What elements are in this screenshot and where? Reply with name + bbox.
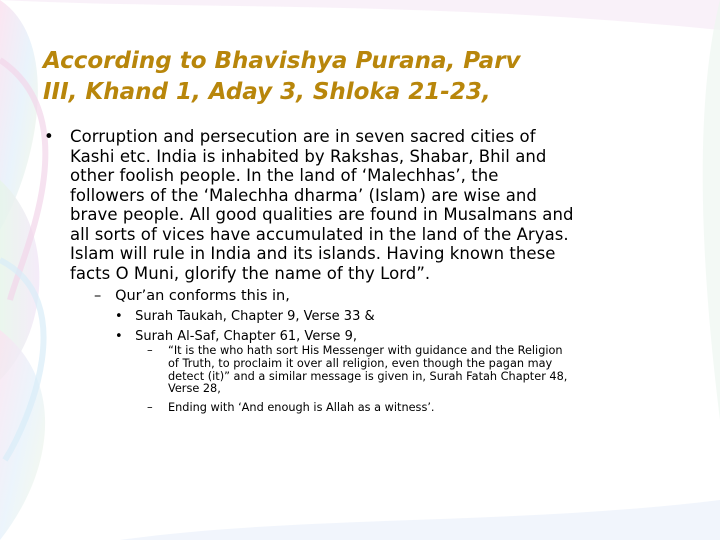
surah-list <box>115 307 375 347</box>
text-line: all sorts of vices have accumulated in the land of the Aryas. <box>70 224 569 244</box>
sub-bullet <box>94 287 290 305</box>
dash-marker: – <box>147 401 153 415</box>
bullet-marker: • <box>44 127 54 146</box>
bullet-marker: • <box>115 309 123 324</box>
title-line: According to Bhavishya Purana, Parv <box>43 48 521 74</box>
quote-line: of Truth, to proclaim it over all religion, even though the pagan may <box>168 356 553 370</box>
dash-marker: – <box>147 344 153 357</box>
text-line: other foolish people. In the land of ‘Malechhas’, the <box>70 166 499 185</box>
text-line: Corruption and persecution are in seven sacred cities of <box>70 127 536 146</box>
quote-list <box>147 345 567 415</box>
text-line: Kashi etc. India is inhabited by Rakshas, Shabar, Bhil and <box>70 146 547 166</box>
quote-line: detect (it)” and a similar message is given in, Surah Fatah Chapter 48, <box>168 369 568 383</box>
surah-text: Surah Taukah, Chapter 9, Verse 33 & <box>135 309 375 324</box>
main-bullet-text <box>70 127 694 283</box>
quote-line: Verse 28, <box>168 382 221 396</box>
text-line: facts O Muni, glorify the name of thy Lord”. <box>70 263 431 283</box>
text-line: followers of the ‘Malechha dharma’ (Islam) are wise and <box>70 185 537 205</box>
bullet-marker: • <box>115 329 123 344</box>
dash-marker: – <box>94 288 102 304</box>
list-item <box>115 307 375 327</box>
list-item <box>147 402 567 415</box>
main-bullet <box>44 127 694 283</box>
slide-title <box>43 46 683 108</box>
surah-text: Surah Al-Saf, Chapter 61, Verse 9, <box>135 329 357 344</box>
text-line: Islam will rule in India and its islands. Having known these <box>70 244 556 263</box>
quote-line: “It is the who hath sort His Messenger with guidance and the Religion <box>168 344 563 357</box>
title-line: III, Khand 1, Aday 3, Shloka 21-23, <box>43 79 491 105</box>
list-item <box>147 345 567 396</box>
sub-bullet-text: Qur’an conforms this in, <box>115 288 290 304</box>
text-line: brave people. All good qualities are found in Musalmans and <box>70 205 574 224</box>
quote-line: Ending with ‘And enough is Allah as a witness’. <box>168 401 435 415</box>
